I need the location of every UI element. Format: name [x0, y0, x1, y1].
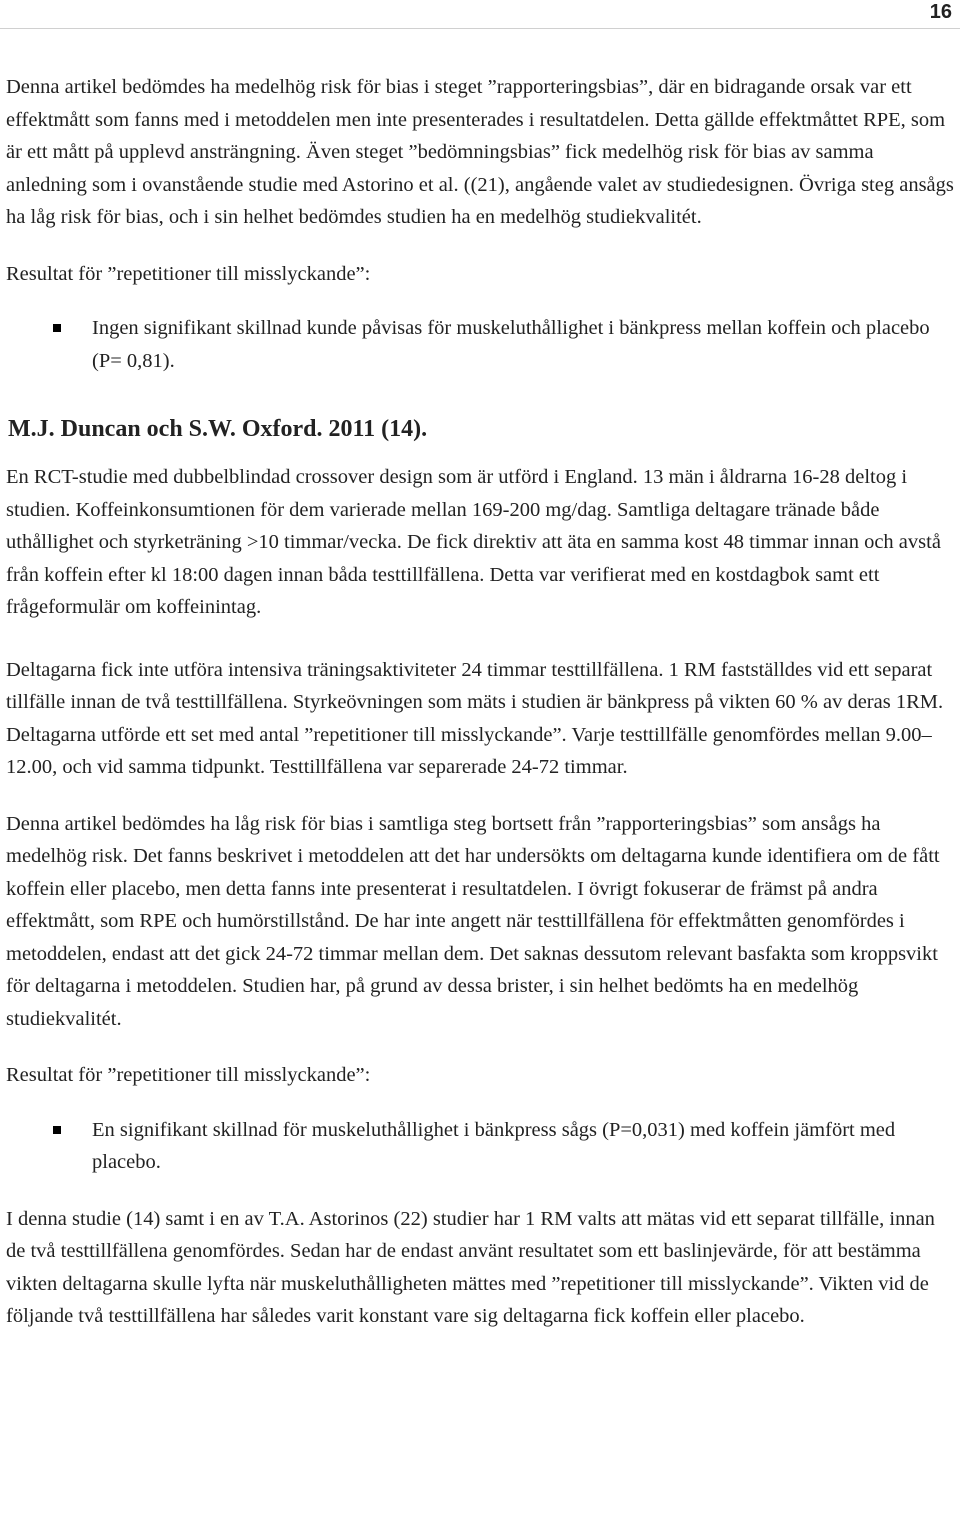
square-bullet-icon [53, 1126, 61, 1134]
paragraph-test-procedure: Deltagarna fick inte utföra intensiva träningsaktiviteter 24 timmar testtillfällena. 1 RM fastställdes vid ett separat tillfälle innan de två testtillfällena. Styrkeövningen som mäts i studien är bänkpress på vikten 60 % av deras 1RM. Deltagarna utförde ett set med antal ”repetitioner till misslyckande”. Varje testtillfälle genomfördes mellan 9.00–12.00, och vid samma tidpunkt. Testtillfällena var separerade 24-72 timmar. [6, 658, 944, 778]
paragraph-bias-assessment-2: Denna artikel bedömdes ha låg risk för bias i samtliga steg bortsett från ”rapporteringsbias” som ansågs ha medelhög risk. Det fanns beskrivet i metoddelen att det har undersökts om deltagarna kunde identifiera om de fått koffein eller placebo, men detta fanns inte presenterat i resultatdelen. I övrigt fokuserar de främst på andra effektmått, som RPE och humörstillstånd. De har inte angett när testtillfällena för effektmåtten genomfördes i metoddelen, endast att det gick 24-72 timmar mellan dem. Det saknas dessutom relevant basfakta som kroppsvikt för deltagarna i metoddelen. Studien har, på grund av dessa brister, i sin helhet bedömts ha en medelhög studiekvalitét. [6, 812, 940, 1030]
study-heading: M.J. Duncan och S.W. Oxford. 2011 (14). [8, 416, 428, 442]
square-bullet-icon [53, 324, 61, 332]
document-body [6, 71, 958, 1333]
header-divider [0, 28, 960, 29]
result-text-1: Ingen signifikant skillnad kunde påvisas för muskeluthållighet i bänkpress mellan koffein och placebo (P= 0,81). [92, 317, 930, 372]
paragraph-discussion: I denna studie (14) samt i en av T.A. Astorinos (22) studier har 1 RM valts att mätas vid ett separat tillfälle, innan de två testtillfällena genomfördes. Sedan har de endast använt resultatet som ett baslinjevärde, för att bestämma vikten deltagarna skulle lyfta när muskeluthålligheten mättes med ”repetitioner till misslyckande”. Vikten vid de följande två testtillfällena har således varit konstant vare sig deltagarna fick koffein eller placebo. [6, 1207, 935, 1327]
result-label-1: Resultat för ”repetitioner till misslyckande”: [6, 262, 371, 285]
result-label-2: Resultat för ”repetitioner till misslyckande”: [6, 1064, 371, 1086]
list-item [6, 312, 958, 377]
result-list-2 [6, 1114, 958, 1179]
list-item [6, 1114, 958, 1179]
paragraph-bias-assessment-1: Denna artikel bedömdes ha medelhög risk för bias i steget ”rapporteringsbias”, där en bidragande orsak var ett effektmått som fanns med i metoddelen men inte presenterades i resultatdelen. Detta gällde effektmåttet RPE, som är ett mått på upplevd ansträngning. Även steget ”bedömningsbias” fick medelhög risk för bias av samma anledning som i ovanstående studie med Astorino et al. ((21), angående valet av studiedesignen. Övriga steg ansågs ha låg risk för bias, och i sin helhet bedömdes studien ha en medelhög studiekvalitét. [6, 76, 954, 228]
page-number: 16 [929, 1, 952, 23]
result-text-2: En signifikant skillnad för muskeluthållighet i bänkpress sågs (P=0,031) med koffein jämfört med placebo. [92, 1118, 896, 1173]
result-list-1 [6, 312, 958, 377]
paragraph-study-design: En RCT-studie med dubbelblindad crossover design som är utförd i England. 13 män i åldrarna 16-28 deltog i studien. Koffeinkonsumtionen för dem varierade mellan 169-200 mg/dag. Samtliga deltagare tränade både uthållighet och styrketräning >10 timmar/vecka. De fick direktiv att äta en samma kost 48 timmar innan och avstå från koffein efter kl 18:00 dagen innan båda testtillfällena. Detta var verifierat med en kostdagbok samt ett frågeformulär om koffeinintag. [6, 466, 941, 618]
